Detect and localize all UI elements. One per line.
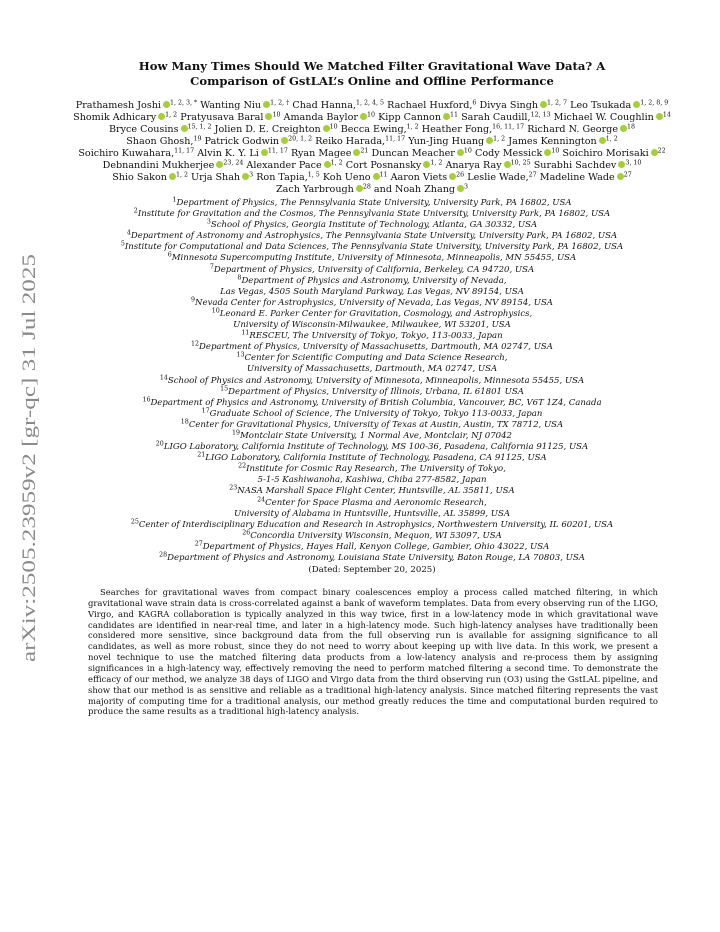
- author-affiliation-marks: 18: [627, 123, 636, 131]
- author-name: Heather Fong,: [421, 124, 493, 135]
- orcid-icon[interactable]: [261, 149, 268, 156]
- author-name: Aaron Viets: [390, 172, 448, 183]
- orcid-icon[interactable]: [504, 161, 511, 168]
- affiliation-number: 19: [232, 429, 241, 437]
- author-name: and Noah Zhang: [373, 184, 456, 195]
- author-affiliation-marks: 3: [464, 183, 469, 191]
- affiliation: [72, 198, 672, 209]
- author: [276, 184, 371, 195]
- author-name: Zach Yarbrough: [275, 184, 354, 195]
- affiliation-number: 7: [209, 263, 214, 271]
- affiliation-text: Department of Physics, Hayes Hall, Kenyon College, Gambier, Ohio 43022, USA: [202, 541, 550, 552]
- author-affiliation-marks: 1, 5: [307, 171, 320, 179]
- orcid-icon[interactable]: [360, 113, 367, 120]
- affiliation-text: Graduate School of Science, The University of Tokyo, Tokyo 113-0033, Japan: [209, 408, 543, 419]
- affiliation-number: 18: [180, 418, 189, 426]
- affiliation-number: 25: [130, 518, 139, 526]
- author-affiliation-marks: 27: [528, 171, 537, 179]
- author: [371, 148, 471, 159]
- orcid-icon[interactable]: [599, 137, 606, 144]
- author: [284, 112, 375, 123]
- author: [422, 124, 524, 135]
- author-name: Anarya Ray: [445, 160, 502, 171]
- author-affiliation-marks: 11, 17: [385, 135, 406, 143]
- orcid-icon[interactable]: [169, 173, 176, 180]
- affiliation-text: Center for Scientific Computing and Data Science Research,: [244, 353, 508, 364]
- author: [408, 136, 505, 147]
- orcid-icon[interactable]: [324, 161, 331, 168]
- author: [534, 160, 642, 171]
- author: [109, 124, 212, 135]
- author-name: Kipp Cannon: [378, 112, 442, 123]
- affiliation-continuation: Las Vegas, 4505 South Maryland Parkway, Las Vegas, NV 89154, USA: [220, 286, 524, 297]
- author-name: Soichiro Kuwahara,: [78, 148, 175, 159]
- affiliation-text: Institute for Gravitation and the Cosmos, The Pennsylvania State University, University Park, PA 16802, USA: [137, 209, 611, 220]
- author-affiliation-marks: 1, 2: [175, 171, 188, 179]
- orcid-icon[interactable]: [163, 101, 170, 108]
- affiliation-text: Institute for Computational and Data Sciences, The Pennsylvania State University, University Park, PA 16802, USA: [124, 242, 624, 253]
- author-name: Patrick Godwin: [204, 136, 280, 147]
- author-name: Yun-Jing Huang: [408, 136, 485, 147]
- author-affiliation-marks: 1, 2: [330, 159, 343, 167]
- author: [103, 160, 244, 171]
- author-name: Alvin K. Y. Li: [197, 148, 259, 159]
- author-affiliation-marks: 11, 17: [267, 147, 288, 155]
- author-name: James Kennington: [508, 136, 597, 147]
- affiliation-number: 13: [236, 351, 245, 359]
- author: [315, 136, 405, 147]
- author-name: Jolien D. E. Creighton: [214, 124, 321, 135]
- author-name: Michael W. Coughlin: [553, 112, 654, 123]
- dated-line: (Dated: September 20, 2025): [308, 565, 436, 576]
- author-name: Cody Messick: [474, 148, 543, 159]
- orcid-icon[interactable]: [443, 113, 450, 120]
- author-affiliation-marks: 11, 17: [174, 147, 195, 155]
- affiliation-number: 1: [172, 196, 177, 204]
- affiliation-number: 17: [201, 407, 210, 415]
- affiliation-list: [72, 198, 672, 564]
- title-line-1: How Many Times Should We Matched Filter Gravitational Wave Data? A: [138, 59, 606, 73]
- orcid-icon[interactable]: [323, 125, 330, 132]
- orcid-icon[interactable]: [373, 173, 380, 180]
- author: [292, 100, 384, 111]
- author-affiliation-marks: 1, 2: [406, 123, 419, 131]
- affiliation: [72, 242, 672, 253]
- author-affiliation-marks: 1, 2: [493, 135, 506, 143]
- author: [205, 136, 313, 147]
- author: [570, 100, 668, 111]
- affiliation-text: Department of Physics, The Pennsylvania State University, University Park, PA 16802, USA: [176, 198, 572, 208]
- orcid-icon[interactable]: [457, 185, 464, 192]
- affiliation: [72, 331, 672, 342]
- author: [191, 172, 253, 183]
- author-affiliation-marks: 28: [362, 183, 371, 191]
- author-affiliation-marks: 1, 2: [430, 159, 443, 167]
- affiliation-number: 27: [194, 540, 203, 548]
- affiliation-number: 4: [126, 229, 131, 237]
- orcid-icon[interactable]: [457, 149, 464, 156]
- author: [508, 136, 618, 147]
- affiliation: [72, 553, 672, 564]
- author-affiliation-marks: 10: [366, 111, 375, 119]
- author-name: Rachael Huxford,: [387, 100, 473, 111]
- author-affiliation-marks: 26: [456, 171, 465, 179]
- affiliation-number: 3: [206, 218, 211, 226]
- author-name: Duncan Meacher: [371, 148, 455, 159]
- author: [346, 160, 443, 171]
- affiliation-text: Center for Space Plasma and Aeronomic Research,: [265, 497, 487, 508]
- affiliation-number: 5: [120, 240, 125, 248]
- author: [76, 100, 197, 111]
- affiliation-continuation: University of Alabama in Huntsville, Huntsville, AL 35899, USA: [233, 508, 510, 519]
- author: [554, 112, 671, 123]
- affiliation-number: 11: [241, 329, 250, 337]
- paper-title: [72, 59, 672, 89]
- affiliation-number: 26: [242, 529, 251, 537]
- author-affiliation-marks: 15, 1, 2: [187, 123, 212, 131]
- affiliation: [72, 398, 672, 409]
- affiliation: [72, 409, 672, 420]
- affiliation-text: School of Physics, Georgia Institute of Technology, Atlanta, GA 30332, USA: [210, 220, 538, 231]
- orcid-icon[interactable]: [651, 149, 658, 156]
- author: [391, 172, 465, 183]
- author: [387, 100, 476, 111]
- affiliation-number: 24: [257, 496, 266, 504]
- affiliation: [72, 209, 672, 220]
- author-affiliation-marks: 1, 2: [605, 135, 618, 143]
- author-affiliation-marks: 20, 1, 2: [288, 135, 313, 143]
- orcid-icon[interactable]: [620, 125, 627, 132]
- affiliation-number: 10: [211, 307, 220, 315]
- affiliation: [72, 309, 672, 320]
- affiliation: [72, 498, 672, 509]
- affiliation-text: NASA Marshall Space Flight Center, Huntsville, AL 35811, USA: [237, 486, 515, 497]
- affiliation-number: 28: [159, 551, 168, 559]
- affiliation-text: LIGO Laboratory, California Institute of Technology, MS 100-36, Pasadena, California 91125, USA: [163, 442, 589, 453]
- arxiv-stamp-graphic: [8, 252, 48, 662]
- author-name: Urja Shah: [191, 172, 241, 183]
- author-affiliation-marks: 10: [551, 147, 560, 155]
- affiliation-text: Concordia University Wisconsin, Mequon, WI 53097, USA: [250, 530, 502, 541]
- orcid-icon[interactable]: [617, 173, 624, 180]
- affiliation-number: 8: [237, 274, 242, 282]
- author-name: Debnandini Mukherjee: [102, 160, 215, 171]
- author-name: Shaon Ghosh,: [126, 136, 194, 147]
- paper-page: [72, 59, 672, 717]
- affiliation-text: Department of Physics and Astronomy, University of British Columbia, Vancouver, BC, V6T 1Z4, Canada: [150, 397, 602, 408]
- author-affiliation-marks: 3, 10: [625, 159, 642, 167]
- author: [78, 148, 194, 159]
- affiliation: [72, 453, 672, 464]
- author: [562, 148, 665, 159]
- arxiv-identifier: arXiv:2505.23959v2 [gr-qc] 31 Jul 2025: [19, 353, 40, 662]
- affiliation: [72, 265, 672, 276]
- author: [378, 112, 458, 123]
- affiliation: [72, 342, 672, 353]
- affiliation-text: Montclair State University, 1 Normal Ave, Montclair, NJ 07042: [240, 430, 512, 441]
- author-name: Alexander Pace: [246, 160, 322, 171]
- abstract: Searches for gravitational waves from compact binary coalescences employ a process called matched filtering, in which gravitational wave strain data is cross-correlated against a bank of waveform templates. Data from every observing run of the LIGO, Virgo, and KAGRA collaboration is typically analyzed in this way twice, first in a low-latency mode in which gravitational wave candidates are identified in near-real time, and later in a high-latency mode. Such high-latency analyses have traditionally been considered more sensitive, since background data from the full observing run is available for assigning significance to all candidates, as well as more robust, since they do not need to worry about keeping up with live data. In this work, we present a novel technique to use the matched filtering data products from a low-latency analysis and re-process them by assigning significances in a high-latency way, effectively removing the need to perform matched filtering a second time. To demonstrate the efficacy of our method, we analyze 38 days of LIGO and Virgo data from the third observing run (O3) using the GstLAL pipeline, and show that our method is as sensitive and reliable as a traditional high-latency analysis. Since matched filtering represents the vast majority of computing time for a traditional analysis, our method greatly reduces the time and computational burden required to produce the same results as a traditional high-latency analysis.: [88, 587, 658, 717]
- author-affiliation-marks: 10: [272, 111, 281, 119]
- affiliation-text: Center of Interdisciplinary Education and Research in Astrophysics, Northwestern University, IL 60201, USA: [138, 519, 614, 530]
- affiliation-text: Minnesota Supercomputing Institute, University of Minnesota, Minneapolis, MN 55455, USA: [171, 253, 577, 264]
- author-name: Leslie Wade,: [467, 172, 529, 183]
- affiliation-number: 21: [197, 451, 206, 459]
- author-name: Bryce Cousins: [108, 124, 179, 135]
- author-affiliation-marks: 1, 2: [165, 111, 178, 119]
- affiliation-text: RESCEU, The University of Tokyo, Tokyo, 113-0033, Japan: [249, 331, 503, 342]
- affiliation: [72, 531, 672, 542]
- affiliation-number: 20: [155, 440, 164, 448]
- affiliation-number: 23: [229, 484, 238, 492]
- author-affiliation-marks: 10: [329, 123, 338, 131]
- title-line-2: Comparison of GstLAL’s Online and Offline Performance: [190, 74, 554, 88]
- author-affiliation-marks: 6: [472, 99, 477, 107]
- author-name: Reiko Harada,: [315, 136, 386, 147]
- author-name: Koh Ueno: [322, 172, 371, 183]
- author-affiliation-marks: 21: [360, 147, 369, 155]
- author: [341, 124, 419, 135]
- author: [445, 160, 530, 171]
- orcid-icon[interactable]: [181, 125, 188, 132]
- author-affiliation-marks: 1, 2, †: [270, 99, 290, 107]
- author-affiliation-marks: 27: [623, 171, 632, 179]
- author: [527, 124, 635, 135]
- author-name: Wanting Niu: [200, 100, 262, 111]
- author-name: Sarah Caudill,: [461, 112, 531, 123]
- author-affiliation-marks: 3: [249, 171, 254, 179]
- author-affiliation-marks: 10: [463, 147, 472, 155]
- affiliation-text: Department of Physics, University of Massachusetts, Dartmouth, MA 02747, USA: [199, 342, 553, 353]
- affiliation-text: Department of Physics and Astronomy, Louisiana State University, Baton Rouge, LA 70803, USA: [167, 553, 585, 563]
- author-name: Divya Singh: [479, 100, 539, 111]
- author-name: Ryan Magee: [290, 148, 352, 159]
- author-affiliation-marks: 19: [193, 135, 202, 143]
- author: [461, 112, 551, 123]
- author-name: Cort Posnansky: [345, 160, 422, 171]
- author: [215, 124, 338, 135]
- affiliation-text: Department of Physics and Astronomy, University of Nevada,: [241, 275, 507, 286]
- author-name: Surabhi Sachdev: [533, 160, 617, 171]
- author-affiliation-marks: 22: [657, 147, 666, 155]
- affiliation-number: 2: [133, 207, 138, 215]
- author-name: Shomik Adhicary: [73, 112, 157, 123]
- author-affiliation-marks: 1, 2, 4, 5: [356, 99, 385, 107]
- author-affiliation-marks: 10, 25: [510, 159, 531, 167]
- author-affiliation-marks: 16, 11, 17: [492, 123, 525, 131]
- author-name: Becca Ewing,: [340, 124, 407, 135]
- author: [246, 160, 342, 171]
- affiliation-number: 15: [220, 385, 229, 393]
- affiliation-text: Center for Gravitational Physics, University of Texas at Austin, Austin, TX 78712, USA: [188, 419, 564, 430]
- author: [73, 112, 177, 123]
- author: [323, 172, 388, 183]
- author-affiliation-marks: 12, 13: [530, 111, 551, 119]
- affiliation-text: School of Physics and Astronomy, University of Minnesota, Minneapolis, Minnesota 55455, USA: [167, 375, 585, 386]
- affiliation-text: Department of Physics, University of Illinois, Urbana, IL 61801 USA: [228, 386, 524, 397]
- author-name: Amanda Baylor: [283, 112, 358, 123]
- affiliation-number: 9: [191, 296, 196, 304]
- affiliation: [72, 220, 672, 231]
- author-name: Pratyusava Baral: [180, 112, 264, 123]
- affiliation-continuation: University of Massachusetts, Dartmouth, MA 02747, USA: [246, 364, 498, 375]
- author-affiliation-marks: 1, 2, 8, 9: [640, 99, 669, 107]
- affiliation: [72, 298, 672, 309]
- affiliation-text: Leonard E. Parker Center for Gravitation, Cosmology, and Astrophysics,: [219, 308, 533, 319]
- affiliation: [72, 353, 672, 364]
- affiliation: [72, 442, 672, 453]
- affiliation: [72, 464, 672, 475]
- author: [475, 148, 559, 159]
- author: [197, 148, 288, 159]
- affiliation-number: 12: [191, 340, 200, 348]
- affiliation-continuation: 5-1-5 Kashiwanoha, Kashiwa, Chiba 277-8582, Japan: [257, 475, 487, 486]
- author-affiliation-marks: 11: [450, 111, 459, 119]
- affiliation: [72, 253, 672, 264]
- affiliation-number: 6: [167, 251, 172, 259]
- affiliation-text: Department of Physics, University of California, Berkeley, CA 94720, USA: [213, 264, 535, 275]
- author-affiliation-marks: 11: [379, 171, 388, 179]
- author-affiliation-marks: 1, 2, 3, *: [170, 99, 198, 107]
- author-name: Richard N. George: [527, 124, 618, 135]
- affiliation: [72, 420, 672, 431]
- author: [480, 100, 568, 111]
- affiliation: [72, 387, 672, 398]
- arxiv-sidebar-stamp: [8, 252, 48, 662]
- author: [256, 172, 320, 183]
- author-name: Shio Sakon: [112, 172, 167, 183]
- affiliation: [72, 486, 672, 497]
- affiliation-number: 14: [159, 374, 168, 381]
- author: [467, 172, 536, 183]
- author-name: Prathamesh Joshi: [75, 100, 161, 111]
- orcid-icon[interactable]: [540, 101, 547, 108]
- affiliation-text: Nevada Center for Astrophysics, University of Nevada, Las Vegas, NV 89154, USA: [195, 297, 553, 308]
- author-name: Chad Hanna,: [292, 100, 357, 111]
- orcid-icon[interactable]: [356, 185, 363, 192]
- author-affiliation-marks: 14: [662, 111, 671, 119]
- author-name: Leo Tsukada: [570, 100, 632, 111]
- author: [126, 136, 201, 147]
- author-affiliation-marks: 1, 2, 7: [547, 99, 568, 107]
- affiliation-text: LIGO Laboratory, California Institute of Technology, Pasadena, CA 91125, USA: [205, 453, 547, 464]
- author: [374, 184, 468, 195]
- author: [540, 172, 632, 183]
- author-list: [72, 100, 672, 196]
- author: [180, 112, 280, 123]
- orcid-icon[interactable]: [656, 113, 663, 120]
- affiliation-continuation: University of Wisconsin-Milwaukee, Milwaukee, WI 53201, USA: [233, 320, 511, 331]
- author: [291, 148, 368, 159]
- affiliation-number: 16: [142, 396, 151, 404]
- author-affiliation-marks: 23, 24: [223, 159, 244, 167]
- affiliation: [72, 276, 672, 287]
- author: [112, 172, 188, 183]
- affiliation-number: 22: [238, 462, 247, 470]
- author: [200, 100, 289, 111]
- affiliation: [72, 231, 672, 242]
- author-name: Soichiro Morisaki: [562, 148, 649, 159]
- author-name: Madeline Wade: [539, 172, 615, 183]
- affiliation-text: Institute for Cosmic Ray Research, The University of Tokyo,: [246, 464, 506, 475]
- affiliation: [72, 520, 672, 531]
- affiliation: [72, 376, 672, 387]
- author-name: Ron Tapia,: [256, 172, 308, 183]
- affiliation-text: Department of Astronomy and Astrophysics, The Pennsylvania State University, University Park, PA 16802, USA: [130, 231, 618, 242]
